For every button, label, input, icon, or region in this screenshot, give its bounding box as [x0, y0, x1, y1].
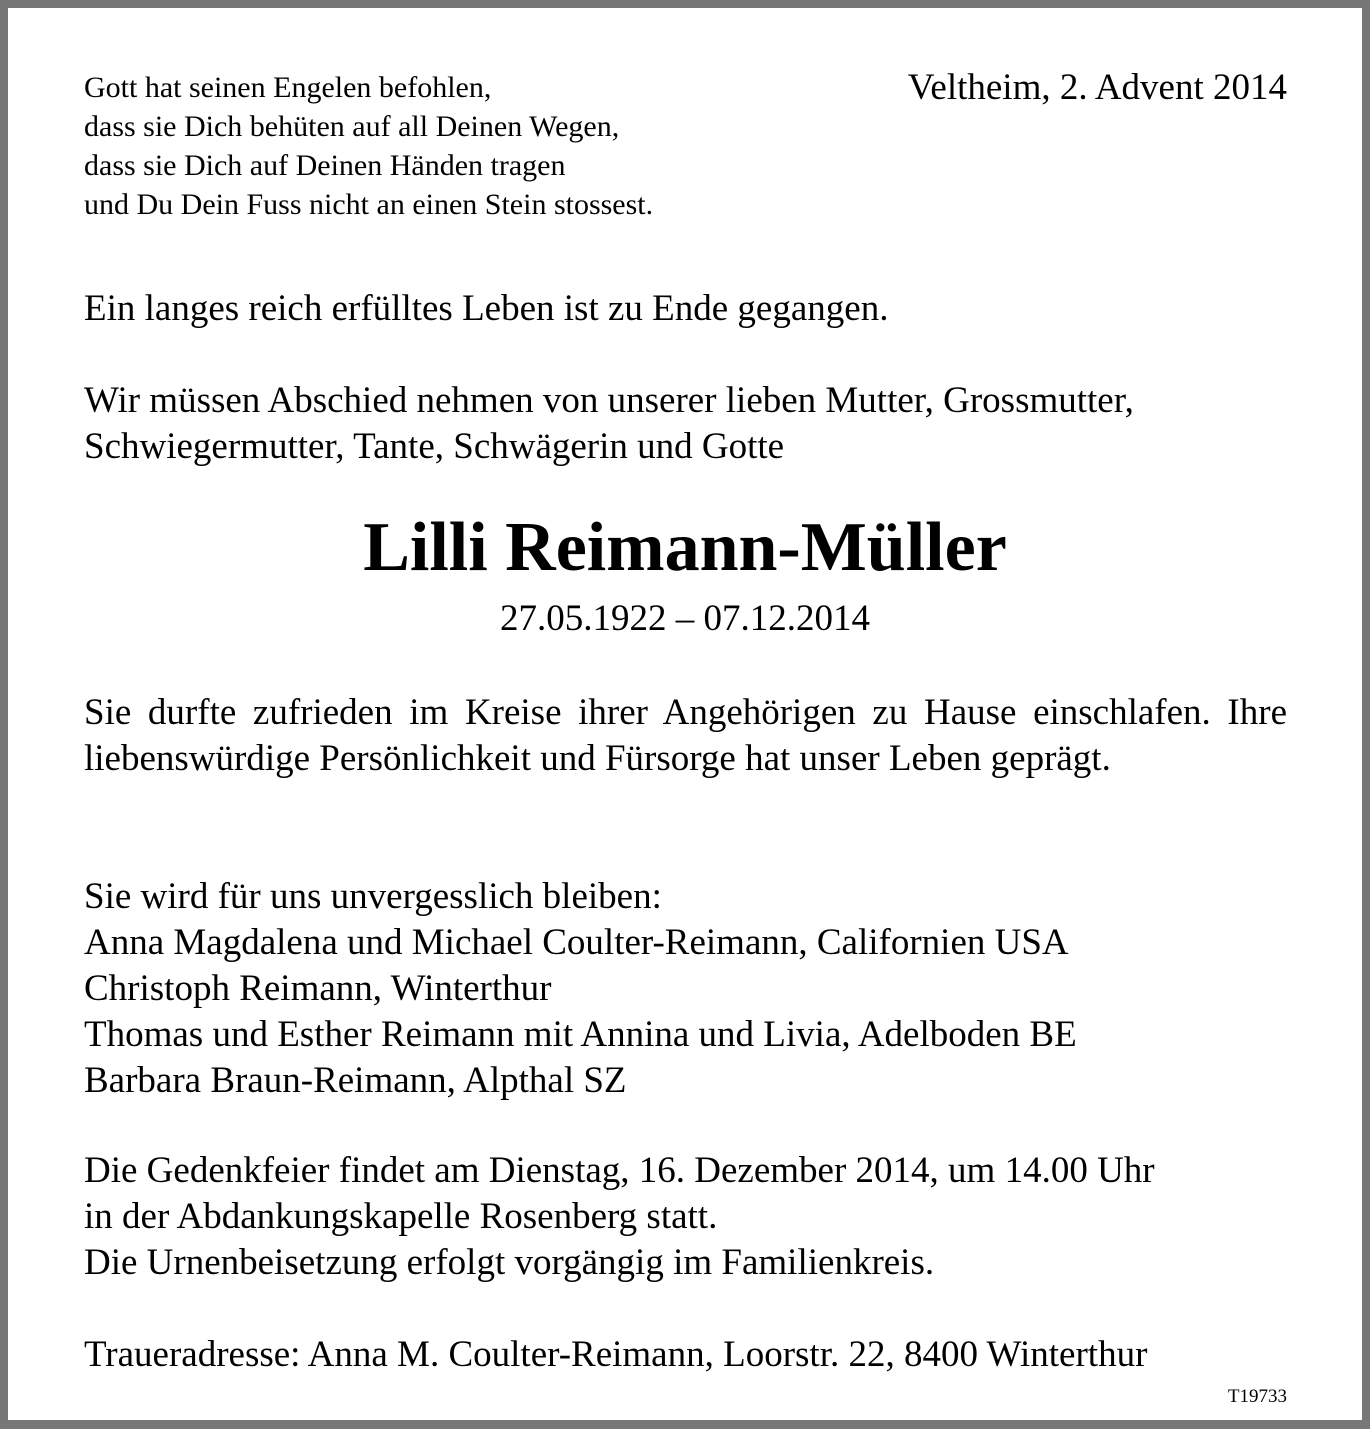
verse-line: Gott hat seinen Engelen befohlen, [84, 71, 492, 104]
mourners-line: Anna Magdalena und Michael Coulter-Reimann, Californien USA [84, 922, 1069, 963]
farewell [84, 378, 1287, 470]
verse-line: dass sie Dich behüten auf all Deinen Wegen, [84, 110, 620, 143]
ceremony-line: Die Urnenbeisetzung erfolgt vorgängig im Familienkreis. [84, 1242, 935, 1283]
ad-code: T19733 [1227, 1386, 1287, 1407]
mourners-line: Thomas und Esther Reimann mit Annina und Livia, Adelboden BE [84, 1014, 1077, 1055]
verse-line: dass sie Dich auf Deinen Händen tragen [84, 149, 566, 182]
verse-line: und Du Dein Fuss nicht an einen Stein stossest. [84, 188, 654, 221]
tribute: Sie durfte zufrieden im Kreise ihrer Angehörigen zu Hause einschlafen. Ihre liebenswürdige Persönlichkeit und Fürsorge hat unser Leben geprägt. [84, 692, 1287, 779]
mourners [84, 874, 1287, 1104]
farewell-line: Schwiegermutter, Tante, Schwägerin und Gotte [84, 426, 785, 467]
mourners-line: Sie wird für uns unvergesslich bleiben: [84, 876, 662, 917]
mourners-line: Christoph Reimann, Winterthur [84, 968, 552, 1009]
deceased-name: Lilli Reimann-Müller [363, 509, 1007, 586]
obituary-page [8, 8, 1362, 1420]
ceremony-line: in der Abdankungskapelle Rosenberg statt. [84, 1196, 718, 1237]
life-dates: 27.05.1922 – 07.12.2014 [500, 598, 870, 639]
ceremony-line: Die Gedenkfeier findet am Dienstag, 16. Dezember 2014, um 14.00 Uhr [84, 1150, 1155, 1191]
ceremony [84, 1148, 1287, 1286]
mourners-line: Barbara Braun-Reimann, Alpthal SZ [84, 1060, 627, 1101]
address: Traueradresse: Anna M. Coulter-Reimann, Loorstr. 22, 8400 Winterthur [84, 1334, 1148, 1375]
place-date: Veltheim, 2. Advent 2014 [907, 67, 1287, 108]
farewell-line: Wir müssen Abschied nehmen von unserer lieben Mutter, Grossmutter, [84, 380, 1134, 421]
intro: Ein langes reich erfülltes Leben ist zu Ende gegangen. [84, 288, 889, 329]
verse [84, 68, 804, 224]
